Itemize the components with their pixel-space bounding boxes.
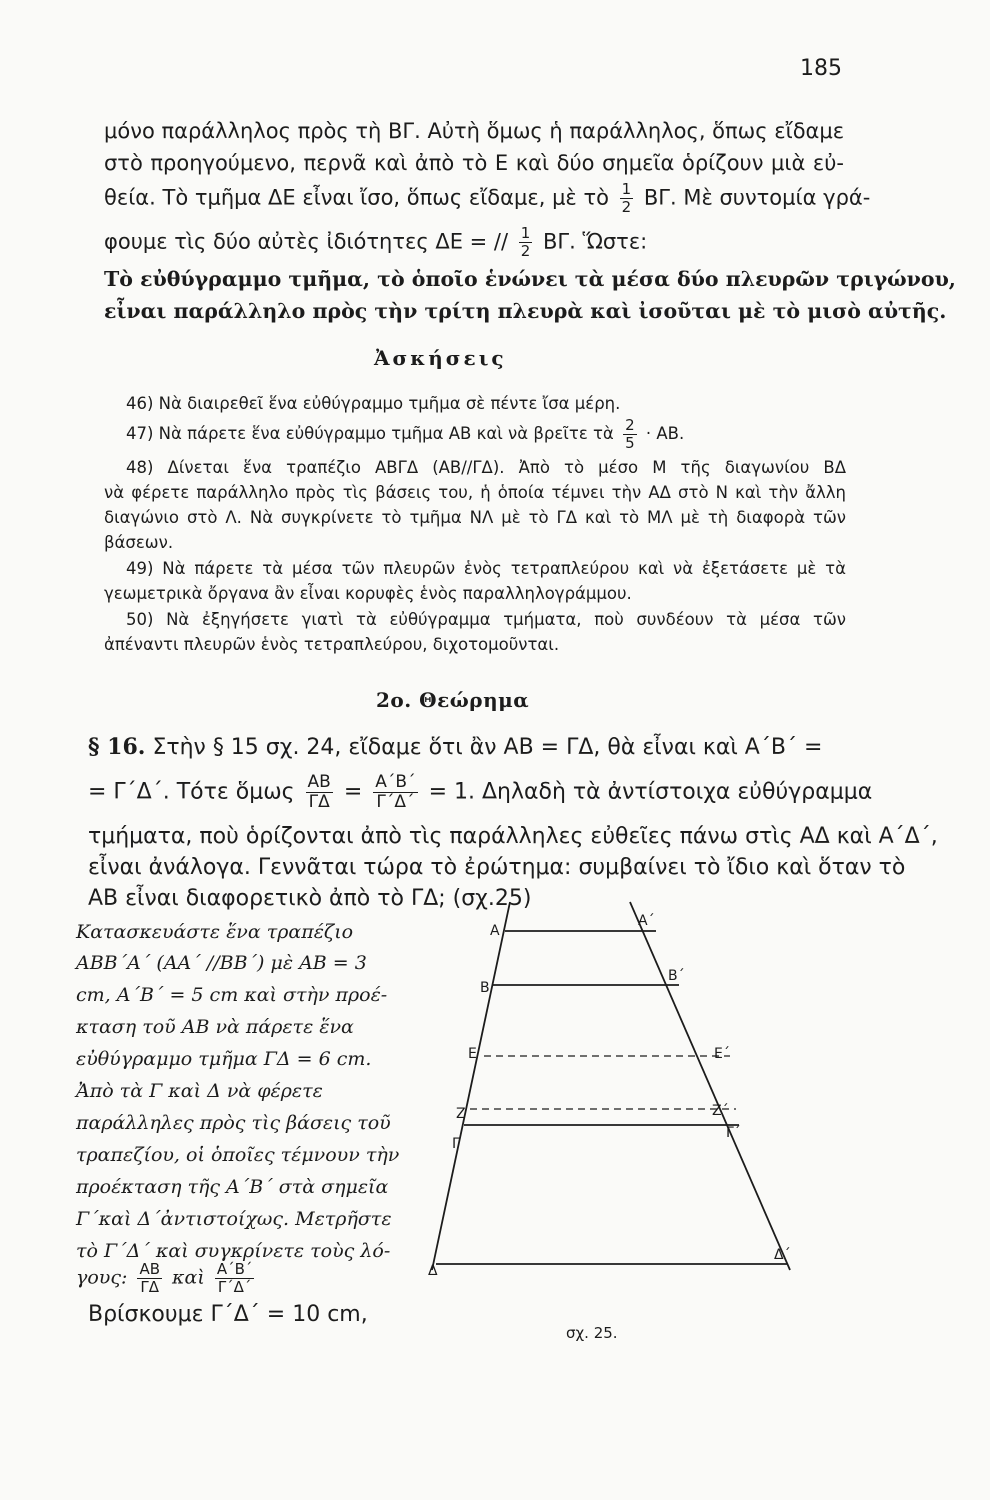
exercise-49-line-2: γεωμετρικὰ ὄργανα ἂν εἶναι κορυφὲς ἑνὸς παραλληλογράμμου.: [104, 584, 632, 603]
para16-line-3: τμήματα, ποὺ ὁρίζονται ἀπὸ τὶς παράλληλες εὐθεῖες πάνω στὶς ΑΔ καὶ Α΄Δ΄,: [88, 824, 938, 849]
section-title: 2ο. Θεώρημα: [376, 688, 530, 712]
theorem-line-1: Τὸ εὐθύγραμμο τμῆμα, τὸ ὁποῖο ἑνώνει τὰ μέσα δύο πλευρῶν τριγώνου,: [104, 267, 956, 291]
para16-line-2-text: = Γ΄Δ΄. Τότε ὅμως: [88, 779, 295, 805]
para16-line-5: ΑΒ εἶναι διαφορετικὸ ἀπὸ τὸ ΓΔ; (σχ.25): [88, 886, 532, 911]
exercise-48-line-1: 48) Δίνεται ἕνα τραπέζιο ΑΒΓΔ (ΑΒ//ΓΔ). Ἀπὸ τὸ μέσο Μ τῆς διαγωνίου ΒΔ: [126, 458, 846, 477]
construct-line-5: εὐθύγραμμο τμῆμα ΓΔ = 6 cm.: [76, 1048, 372, 1070]
construct-line-6: Ἀπὸ τὰ Γ καὶ Δ νὰ φέρετε: [76, 1080, 323, 1102]
label-a: Α: [490, 923, 500, 939]
label-d: Δ: [428, 1263, 438, 1279]
fraction-denominator: 5: [625, 434, 635, 452]
construct-line-2: ΑΒΒ΄Α΄ (ΑΑ΄ //ΒΒ΄) μὲ ΑΒ = 3: [76, 952, 367, 974]
intro-line-3-text-end: ΒΓ. Μὲ συντομία γρά-: [643, 185, 871, 210]
exercise-46: 46) Νὰ διαιρεθεῖ ἕνα εὐθύγραμμο τμῆμα σὲ πέντε ἴσα μέρη.: [126, 394, 621, 413]
construct-line-4: κταση τοῦ ΑΒ νὰ πάρετε ἕνα: [76, 1016, 354, 1038]
intro-line-2: στὸ προηγούμενο, περνᾶ καὶ ἀπὸ τὸ Ε καὶ δύο σημεῖα ὁρίζουν μιὰ εὐ-: [104, 151, 844, 175]
line-a-d: [432, 902, 510, 1270]
label-b2: Β΄: [668, 968, 685, 984]
construct-line-11: τὸ Γ΄Δ΄ καὶ συγκρίνετε τοὺς λό-: [76, 1240, 391, 1262]
construct-line-9: προέκταση τῆς Α΄Β΄ στὰ σημεῖα: [76, 1176, 389, 1198]
construct-line-7: παράλληλες πρὸς τὶς βάσεις τοῦ: [76, 1112, 391, 1134]
intro-line-3-text: θεία. Τὸ τμῆμα ΔΕ εἶναι ἴσο, ὅπως εἴδαμε, μὲ τὸ: [104, 185, 609, 210]
exercise-50-line-2: ἀπέναντι πλευρῶν ἑνὸς τετραπλεύρου, διχοτομοῦνται.: [104, 635, 560, 654]
fraction-numerator: ΑΒ: [139, 1260, 160, 1278]
fraction-denominator: ΓΔ: [140, 1278, 160, 1296]
fraction-denominator: Γ΄Δ΄: [376, 792, 415, 812]
exercise-49-line-1: 49) Νὰ πάρετε τὰ μέσα τῶν πλευρῶν ἑνὸς τετραπλεύρου καὶ νὰ ἐξετάσετε μὲ τὰ: [126, 559, 846, 578]
intro-line-4-text: φουμε τὶς δύο αὐτὲς ἰδιότητες ΔΕ = //: [104, 229, 515, 254]
label-a2: Α΄: [638, 913, 655, 929]
fraction-denominator: ΓΔ: [308, 792, 330, 812]
exercise-47-text: 47) Νὰ πάρετε ἕνα εὐθύγραμμο τμῆμα ΑΒ καὶ νὰ βρεῖτε τὰ: [126, 424, 614, 443]
para16-number: § 16.: [88, 734, 146, 760]
construct-kai: καὶ: [172, 1266, 205, 1289]
exercise-48-line-2: νὰ φέρετε παράλληλο πρὸς τὶς βάσεις του, ἡ ὁποία τέμνει τὴν ΑΔ στὸ Ν καὶ τὴν ἄλλη: [104, 483, 846, 502]
fraction-numerator: 2: [625, 416, 635, 434]
fraction-denominator: 2: [520, 242, 531, 260]
label-b: Β: [480, 980, 490, 996]
exercise-50-line-1: 50) Νὰ ἐξηγήσετε γιατὶ τὰ εὐθύγραμμα τμήματα, ποὺ συνδέουν τὰ μέσα τῶν: [126, 610, 846, 629]
label-z2: Ζ΄: [712, 1103, 729, 1119]
fraction-numerator: 1: [520, 224, 531, 242]
label-z: Ζ: [456, 1106, 466, 1122]
para16-line-4: εἶναι ἀνάλογα. Γεννᾶται τώρα τὸ ἐρώτημα: συμβαίνει τὸ ἴδιο καὶ ὅταν τὸ: [88, 855, 906, 880]
fraction-numerator: 1: [621, 180, 632, 198]
exercises-heading: Ἀσκήσεις: [374, 346, 507, 370]
construct-line-12-text: γους:: [76, 1266, 128, 1289]
theorem-line-2: εἶναι παράλληλο πρὸς τὴν τρίτη πλευρὰ καὶ ἰσοῦται μὲ τὸ μισὸ αὐτῆς.: [104, 299, 947, 323]
fraction-numerator: Α΄Β΄: [375, 772, 416, 792]
exercise-47-text-end: · ΑΒ.: [645, 424, 685, 443]
exercise-48-line-3: διαγώνιο στὸ Λ. Νὰ συγκρίνετε τὸ τμῆμα ΝΛ μὲ τὸ ΓΔ καὶ τὸ ΜΛ μὲ τὴ διαφορὰ τῶν: [104, 508, 846, 527]
equals-sign: =: [343, 779, 363, 805]
exercise-48-line-4: βάσεων.: [104, 533, 174, 552]
intro-line-4-text-end: ΒΓ. Ὥστε:: [543, 229, 648, 254]
para16-line-1-text: Στὴν § 15 σχ. 24, εἴδαμε ὅτι ἂν ΑΒ = ΓΔ, θὰ εἶναι καὶ Α΄Β΄ =: [145, 735, 823, 760]
page-number: 185: [800, 56, 842, 81]
figure-caption: σχ. 25.: [566, 1324, 618, 1342]
construct-line-1: Κατασκευάστε ἕνα τραπέζιο: [76, 921, 354, 943]
fraction-numerator: ΑΒ: [307, 772, 331, 792]
fraction-denominator: Γ΄Δ΄: [217, 1278, 252, 1296]
label-e2: Ε΄: [714, 1046, 730, 1062]
construct-result: Βρίσκουμε Γ΄Δ΄ = 10 cm,: [88, 1302, 368, 1327]
label-e: Ε: [468, 1046, 477, 1062]
line-a2-d2: [630, 902, 790, 1270]
label-g: Γ: [452, 1136, 460, 1152]
label-g2: Γ΄: [726, 1125, 741, 1141]
fraction-numerator: Α΄Β΄: [216, 1260, 253, 1278]
construct-line-8: τραπεζίου, οἱ ὁποῖες τέμνουν τὴν: [76, 1144, 400, 1166]
intro-line-1: μόνο παράλληλος πρὸς τὴ ΒΓ. Αὐτὴ ὅμως ἡ παράλληλος, ὅπως εἴδαμε: [104, 119, 845, 143]
fraction-denominator: 2: [621, 198, 632, 216]
label-d2: Δ΄: [774, 1247, 791, 1263]
para16-line-2-text-end: = 1. Δηλαδὴ τὰ ἀντίστοιχα εὐθύγραμμα: [428, 779, 873, 805]
construct-line-3: cm, Α΄Β΄ = 5 cm καὶ στὴν προέ-: [76, 984, 388, 1006]
construct-line-10: Γ΄καὶ Δ΄ἀντιστοίχως. Μετρῆστε: [76, 1208, 392, 1230]
